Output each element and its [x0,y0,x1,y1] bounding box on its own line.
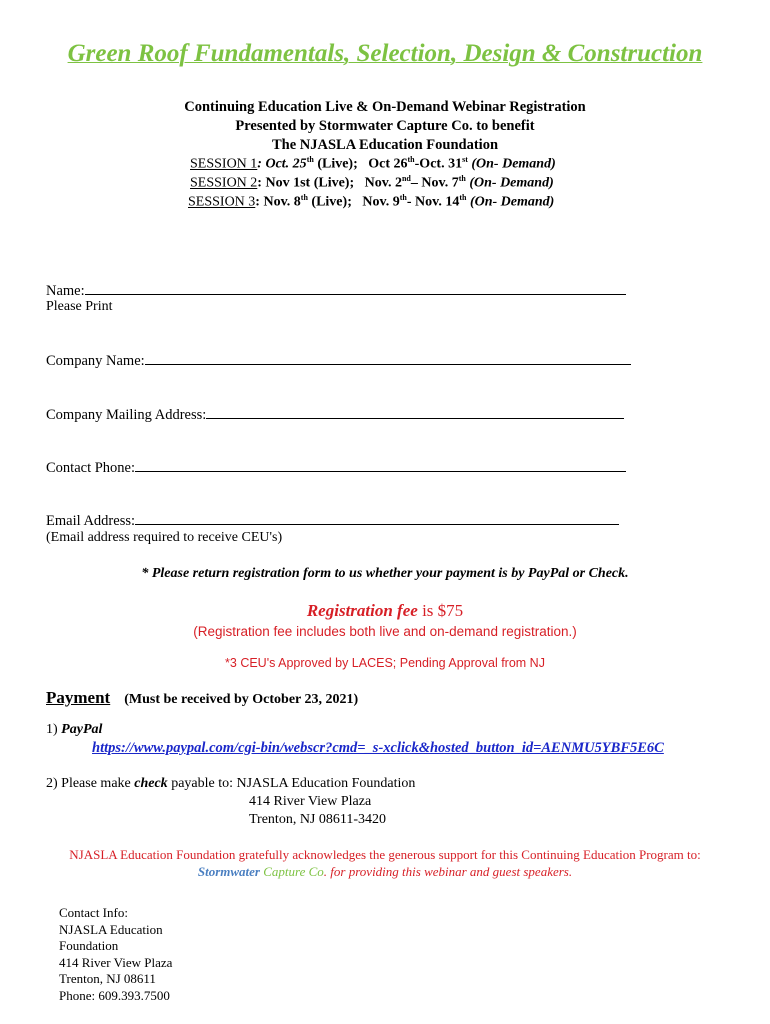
payment-deadline: (Must be received by October 23, 2021) [124,692,359,707]
check-prefix: 2) Please make [46,776,135,791]
company-name-field[interactable] [46,352,631,370]
session-3 [188,193,554,211]
stormwater-word: Stormwater [197,864,260,879]
registration-fee [0,601,770,621]
payee-address-2: Trenton, NJ 08611-3420 [249,812,387,827]
session-od-start: Nov. 9 [362,194,400,210]
contact-heading: Contact Info: [59,905,128,920]
check-payee: payable to: NJASLA Education Foundation [167,776,416,791]
acknowledgement-line-2 [0,864,770,880]
session-live: : Nov. 8 [255,194,301,210]
payment-heading-row [46,688,358,708]
session-od-tail: (On- Demand) [467,156,556,172]
session-label: SESSION 3 [188,194,256,210]
sup: th [300,193,308,202]
acknowledgement-tail: . for providing this webinar and guest speakers. [323,864,573,879]
company-address-label: Company Mailing Address: [46,407,207,423]
session-live-tail: (Live); [310,175,355,191]
contact-street: 414 River View Plaza [59,954,173,970]
sup: nd [401,174,411,183]
option-number: 1) [46,722,62,737]
sup: th [399,193,407,202]
name-field[interactable] [46,282,626,300]
contact-phone-label: Contact Phone: [46,460,136,476]
sup: st [462,155,468,164]
document-title: Green Roof Fundamentals, Selection, Design & Construction [67,40,703,67]
session-1 [190,155,556,173]
payment-option-paypal [46,722,102,738]
company-name-input-line[interactable] [145,352,631,365]
payment-heading: Payment [46,688,111,707]
acknowledgement-line-1: NJASLA Education Foundation gratefully acknowledges the generous support for this Continuing Education Program to: [69,847,701,862]
contact-org-1: NJASLA Education [59,921,163,937]
fee-label: Registration fee [306,601,418,620]
contact-phone-field[interactable] [46,459,626,477]
session-live-tail: (Live); [307,194,352,210]
payment-option-check [46,776,415,792]
sup: th [407,155,415,164]
email-input-line[interactable] [135,512,619,525]
header-line-3: The NJASLA Education Foundation [271,137,499,153]
name-input-line[interactable] [85,282,626,295]
paypal-link[interactable]: https://www.paypal.com/cgi-bin/webscr?cmd=_s-xclick&hosted_button_id=AENMU5YBF5E6C [92,740,664,756]
session-2 [190,174,554,192]
session-live-tail: (Live); [313,156,358,172]
session-od-end: -Oct. 31 [414,156,463,172]
contact-info [59,905,172,1004]
return-note: * Please return registration form to us whether your payment is by PayPal or Check. [141,566,629,581]
email-note: (Email address required to receive CEU's) [46,530,283,545]
session-od-start: Oct 26 [368,156,408,172]
session-od-end: - Nov. 14 [406,194,460,210]
fee-note: (Registration fee includes both live and on-demand registration.) [193,624,577,639]
session-label: SESSION 2 [190,175,258,191]
check-word: check [134,776,168,791]
contact-city: Trenton, NJ 08611 [59,971,156,986]
company-name-label: Company Name: [46,353,145,369]
payee-address-1: 414 River View Plaza [249,794,372,809]
contact-phone-input-line[interactable] [135,459,626,472]
session-live: : Oct. 25 [257,156,307,172]
fee-amount: is $75 [417,601,464,620]
paypal-label: PayPal [61,722,103,737]
email-field[interactable] [46,512,619,530]
email-label: Email Address: [46,513,136,529]
contact-phone: Phone: 609.393.7500 [59,987,170,1003]
company-address-field[interactable] [46,406,624,424]
session-label: SESSION 1 [190,156,258,172]
company-address-input-line[interactable] [206,406,624,419]
name-label: Name: [46,283,85,299]
capture-co-word: Capture Co [259,864,324,879]
sup: th [459,193,467,202]
contact-org-2: Foundation [59,938,119,953]
name-note: Please Print [46,299,113,314]
header-line-1: Continuing Education Live & On-Demand Webinar Registration [184,99,586,115]
session-live: : Nov 1st [257,175,311,191]
sup: th [458,174,466,183]
session-od-tail: (On- Demand) [466,194,555,210]
session-od-end: – Nov. 7 [410,175,459,191]
sup: th [306,155,314,164]
header-line-2: Presented by Stormwater Capture Co. to benefit [235,118,535,134]
ceu-note: *3 CEU's Approved by LACES; Pending Approval from NJ [225,656,545,670]
session-od-start: Nov. 2 [364,175,402,191]
session-od-tail: (On- Demand) [465,175,554,191]
